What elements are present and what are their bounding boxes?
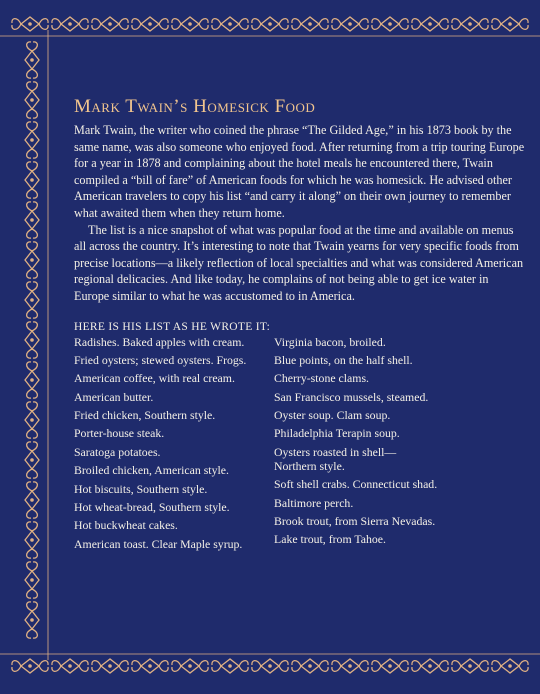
ornament-mark: [479, 24, 488, 29]
ornament-mark: [27, 69, 32, 78]
list-item: Hot buckwheat cakes.: [74, 518, 178, 533]
list-item: Porter-house steak.: [74, 426, 165, 441]
ornament-mark: [32, 189, 37, 198]
list-item: Soft shell crabs. Connecticut shad.: [274, 477, 438, 492]
ornament-mark: [32, 122, 37, 131]
ornament-mark: [428, 664, 432, 668]
ornament-mark: [199, 24, 208, 29]
ornament-mark: [30, 458, 34, 462]
ornament-mark: [348, 664, 352, 668]
ornament-mark: [319, 661, 328, 666]
ornament-mark: [30, 58, 34, 62]
list-heading: HERE IS HIS LIST AS HE WROTE IT:: [74, 320, 271, 333]
ornament-mark: [468, 664, 472, 668]
list-item: Oysters roasted in shell— Northern style.: [274, 444, 397, 473]
ornamental-border-bottom: [0, 650, 540, 690]
ornament-mark: [12, 24, 21, 29]
ornament-mark: [399, 24, 408, 29]
ornament-mark: [30, 298, 34, 302]
ornament-mark: [319, 666, 328, 671]
ornament-mark: [32, 269, 37, 278]
ornament-mark: [319, 19, 328, 24]
ornament-mark: [239, 661, 248, 666]
ornament-mark: [27, 442, 32, 451]
ornament-mark: [252, 24, 261, 29]
ornament-mark: [27, 402, 32, 411]
list-item: Radishes. Baked apples with cream.: [74, 334, 245, 349]
list-item: American coffee, with real cream.: [74, 371, 235, 386]
ornament-mark: [32, 602, 37, 611]
ornament-mark: [32, 242, 37, 251]
ornament-mark: [372, 24, 381, 29]
ornament-mark: [199, 19, 208, 24]
ornament-mark: [32, 109, 37, 118]
paragraph-list-notes: The list is a nice snapshot of what was popular food at the time and available on menus all across the country. It’s interesting to note that Twain yearns for very specific foods from precise locations—a likely reflection of local specialties and what was considered American regional delicacies. And like today, he complains of not being able to get ice water in Europe similar to what he was accustomed to in America.: [74, 222, 524, 303]
ornament-mark: [492, 661, 501, 666]
ornament-mark: [32, 389, 37, 398]
ornament-mark: [159, 666, 168, 671]
ornament-mark: [199, 661, 208, 666]
ornament-mark: [279, 666, 288, 671]
ornament-mark: [359, 24, 368, 29]
list-item: Fried oysters; stewed oysters. Frogs.: [74, 352, 247, 367]
ornament-mark: [27, 429, 32, 438]
ornament-mark: [359, 19, 368, 24]
list-item: Oyster soup. Clam soup.: [274, 408, 391, 423]
ornament-mark: [188, 664, 192, 668]
ornament-mark: [172, 666, 181, 671]
ornament-mark: [292, 661, 301, 666]
list-item: Lake trout, from Tahoe.: [274, 532, 386, 547]
ornament-mark: [79, 19, 88, 24]
ornament-mark: [268, 664, 272, 668]
ornament-mark: [39, 661, 48, 666]
ornament-mark: [319, 24, 328, 29]
ornament-mark: [439, 666, 448, 671]
ornament-mark: [32, 349, 37, 358]
list-item: Blue points, on the half shell.: [274, 352, 413, 367]
ornament-mark: [388, 22, 392, 26]
ornament-mark: [188, 22, 192, 26]
ornament-mark: [12, 661, 21, 666]
ornament-mark: [508, 22, 512, 26]
ornament-mark: [52, 24, 61, 29]
ornament-mark: [27, 42, 32, 51]
ornament-mark: [479, 19, 488, 24]
ornament-mark: [39, 24, 48, 29]
ornament-mark: [27, 509, 32, 518]
ornament-mark: [332, 24, 341, 29]
ornament-mark: [308, 664, 312, 668]
ornament-mark: [412, 661, 421, 666]
ornament-mark: [27, 349, 32, 358]
list-item: Fried chicken, Southern style.: [74, 408, 216, 423]
ornament-mark: [30, 378, 34, 382]
ornament-mark: [359, 661, 368, 666]
ornament-mark: [479, 661, 488, 666]
ornament-mark: [332, 661, 341, 666]
ornament-mark: [292, 19, 301, 24]
list-item: American butter.: [74, 389, 154, 404]
ornament-mark: [212, 24, 221, 29]
ornament-mark: [199, 666, 208, 671]
ornament-mark: [148, 22, 152, 26]
ornament-mark: [32, 362, 37, 371]
ornament-mark: [30, 578, 34, 582]
ornament-mark: [108, 664, 112, 668]
ornament-mark: [27, 629, 32, 638]
ornament-mark: [32, 522, 37, 531]
ornament-mark: [32, 629, 37, 638]
food-list-left-column: [74, 335, 260, 556]
ornament-mark: [68, 22, 72, 26]
ornament-mark: [28, 664, 32, 668]
ornament-mark: [132, 19, 141, 24]
ornament-mark: [388, 664, 392, 668]
ornament-mark: [27, 482, 32, 491]
ornament-mark: [308, 22, 312, 26]
ornament-mark: [27, 82, 32, 91]
ornament-mark: [30, 258, 34, 262]
ornament-mark: [412, 666, 421, 671]
ornament-mark: [30, 418, 34, 422]
ornament-mark: [292, 24, 301, 29]
ornament-mark: [492, 24, 501, 29]
ornament-mark: [30, 138, 34, 142]
ornament-mark: [27, 602, 32, 611]
ornament-mark: [468, 22, 472, 26]
ornament-mark: [32, 509, 37, 518]
ornament-mark: [159, 19, 168, 24]
paragraph-intro: Mark Twain, the writer who coined the phrase “The Gilded Age,” in his 1873 book by the same name, was also someone who enjoyed food. After returning from a trip touring Europe for a year in 1878 and complaining about the hotel meals he encountered there, Twain compiled a “bill of fare” of American foods for which he was homesick. He advised other American travelers to copy his list “and carry it along” on their own journey to remember what awaited them when they return home.: [74, 123, 525, 220]
ornament-mark: [92, 666, 101, 671]
ornament-mark: [30, 98, 34, 102]
ornament-mark: [452, 19, 461, 24]
ornament-mark: [452, 661, 461, 666]
ornament-mark: [332, 19, 341, 24]
ornament-mark: [519, 666, 528, 671]
ornament-mark: [159, 24, 168, 29]
ornament-mark: [79, 661, 88, 666]
ornament-mark: [27, 269, 32, 278]
ornament-mark: [172, 661, 181, 666]
ornament-mark: [519, 24, 528, 29]
ornamental-border-top: [0, 0, 540, 40]
ornament-mark: [27, 589, 32, 598]
list-item: Hot wheat-bread, Southern style.: [74, 500, 230, 515]
ornament-mark: [32, 82, 37, 91]
ornament-mark: [172, 24, 181, 29]
ornament-mark: [27, 162, 32, 171]
ornament-mark: [132, 661, 141, 666]
ornament-mark: [172, 19, 181, 24]
ornament-mark: [92, 661, 101, 666]
list-item: Hot biscuits, Southern style.: [74, 481, 208, 496]
ornament-mark: [30, 498, 34, 502]
ornament-mark: [239, 666, 248, 671]
ornament-mark: [479, 666, 488, 671]
ornament-mark: [27, 389, 32, 398]
ornament-mark: [79, 24, 88, 29]
ornament-mark: [32, 402, 37, 411]
ornament-mark: [252, 661, 261, 666]
ornament-mark: [119, 666, 128, 671]
ornament-mark: [32, 549, 37, 558]
list-item: Philadelphia Terapin soup.: [274, 426, 400, 441]
ornament-mark: [132, 24, 141, 29]
food-list: [74, 335, 526, 556]
ornament-mark: [268, 22, 272, 26]
ornament-mark: [27, 522, 32, 531]
ornament-mark: [239, 19, 248, 24]
ornament-mark: [52, 666, 61, 671]
list-item: Virginia bacon, broiled.: [274, 334, 386, 349]
ornament-mark: [292, 666, 301, 671]
list-item: San Francisco mussels, steamed.: [274, 389, 429, 404]
ornament-mark: [132, 666, 141, 671]
ornament-mark: [452, 666, 461, 671]
ornament-mark: [32, 469, 37, 478]
ornament-mark: [119, 24, 128, 29]
ornament-mark: [412, 19, 421, 24]
ornament-mark: [32, 482, 37, 491]
ornament-mark: [32, 309, 37, 318]
ornament-mark: [27, 469, 32, 478]
ornament-mark: [239, 24, 248, 29]
ornament-mark: [79, 666, 88, 671]
ornament-mark: [439, 24, 448, 29]
ornament-mark: [252, 19, 261, 24]
ornament-mark: [279, 19, 288, 24]
ornament-mark: [228, 664, 232, 668]
ornament-mark: [32, 322, 37, 331]
ornament-mark: [119, 661, 128, 666]
ornament-mark: [68, 664, 72, 668]
ornament-mark: [119, 19, 128, 24]
ornament-mark: [332, 666, 341, 671]
ornament-mark: [399, 661, 408, 666]
ornament-mark: [32, 69, 37, 78]
ornament-mark: [27, 362, 32, 371]
list-item: Saratoga potatoes.: [74, 444, 161, 459]
ornament-mark: [399, 19, 408, 24]
ornament-mark: [439, 661, 448, 666]
ornament-mark: [32, 229, 37, 238]
ornament-mark: [39, 19, 48, 24]
list-item: Cherry-stone clams.: [274, 371, 370, 386]
ornament-mark: [30, 338, 34, 342]
ornament-mark: [52, 661, 61, 666]
ornament-mark: [439, 19, 448, 24]
article: [74, 96, 526, 555]
ornament-mark: [212, 19, 221, 24]
ornament-mark: [279, 24, 288, 29]
ornament-mark: [359, 666, 368, 671]
ornament-mark: [30, 538, 34, 542]
ornament-mark: [519, 19, 528, 24]
ornament-mark: [27, 202, 32, 211]
ornament-mark: [32, 282, 37, 291]
ornament-mark: [27, 149, 32, 158]
ornament-mark: [148, 664, 152, 668]
ornament-mark: [27, 282, 32, 291]
ornament-mark: [108, 22, 112, 26]
ornament-mark: [27, 229, 32, 238]
ornament-mark: [212, 666, 221, 671]
ornament-mark: [428, 22, 432, 26]
ornament-mark: [492, 19, 501, 24]
ornament-mark: [30, 618, 34, 622]
ornament-mark: [92, 24, 101, 29]
ornament-mark: [32, 149, 37, 158]
ornament-mark: [27, 309, 32, 318]
ornament-mark: [32, 162, 37, 171]
ornament-mark: [12, 19, 21, 24]
ornament-mark: [252, 666, 261, 671]
ornament-mark: [30, 218, 34, 222]
ornament-mark: [27, 322, 32, 331]
ornament-mark: [27, 549, 32, 558]
ornament-mark: [28, 22, 32, 26]
ornament-mark: [32, 562, 37, 571]
ornamental-border-left: [14, 30, 54, 660]
ornament-mark: [372, 661, 381, 666]
ornament-mark: [372, 666, 381, 671]
list-item: Baltimore perch.: [274, 495, 354, 510]
ornament-mark: [519, 661, 528, 666]
ornament-mark: [92, 19, 101, 24]
list-item: Broiled chicken, American style.: [74, 463, 229, 478]
ornament-mark: [212, 661, 221, 666]
ornament-mark: [27, 122, 32, 131]
ornament-mark: [32, 42, 37, 51]
ornament-mark: [452, 24, 461, 29]
ornament-mark: [52, 19, 61, 24]
ornament-mark: [399, 666, 408, 671]
ornament-mark: [32, 589, 37, 598]
ornament-mark: [27, 189, 32, 198]
ornament-mark: [348, 22, 352, 26]
article-title: Mark Twain’s Homesick Food: [74, 96, 316, 117]
ornament-mark: [27, 562, 32, 571]
ornament-mark: [30, 178, 34, 182]
ornament-mark: [228, 22, 232, 26]
list-item: Brook trout, from Sierra Nevadas.: [274, 514, 436, 529]
list-item: American toast. Clear Maple syrup.: [74, 536, 243, 551]
ornament-mark: [492, 666, 501, 671]
food-list-right-column: [274, 335, 514, 556]
ornament-mark: [32, 442, 37, 451]
ornament-mark: [39, 666, 48, 671]
ornament-mark: [32, 429, 37, 438]
ornament-mark: [27, 242, 32, 251]
ornament-mark: [159, 661, 168, 666]
ornament-mark: [508, 664, 512, 668]
ornament-mark: [12, 666, 21, 671]
ornament-mark: [279, 661, 288, 666]
ornament-mark: [412, 24, 421, 29]
ornament-mark: [27, 109, 32, 118]
ornament-mark: [32, 202, 37, 211]
ornament-mark: [372, 19, 381, 24]
